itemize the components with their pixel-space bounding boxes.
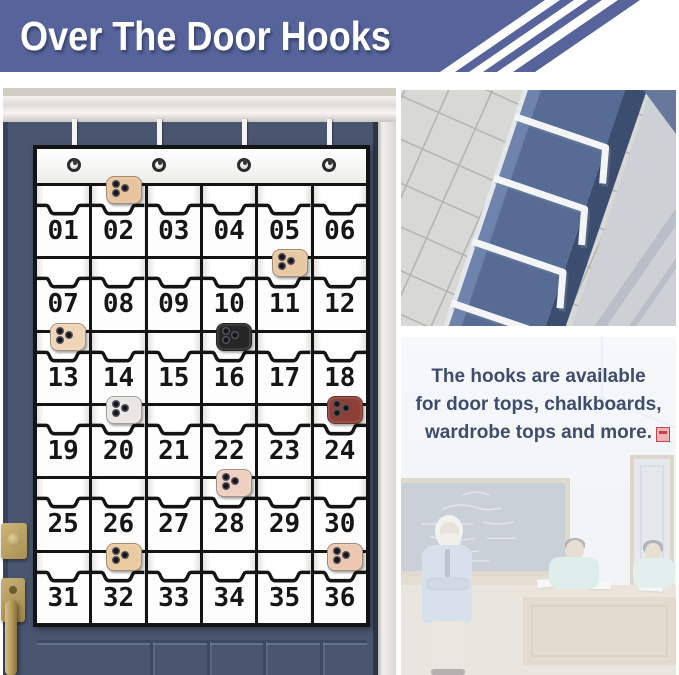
door-frame-right (378, 122, 396, 675)
pocket-number: 19 (47, 436, 79, 466)
pocket-cell (258, 553, 310, 623)
pocket-number: 21 (158, 436, 190, 466)
camera-lens-icon (122, 405, 128, 411)
door-frame-top (3, 96, 396, 122)
pocket-number: 04 (213, 216, 245, 246)
camera-lens-icon (113, 557, 119, 563)
pocket-cell (148, 333, 200, 403)
pocket-cell (203, 406, 255, 476)
camera-lens-icon (223, 328, 229, 334)
hooks-photo (401, 90, 676, 326)
grommet-icon (152, 158, 166, 172)
pocket-number: 30 (324, 509, 356, 540)
pocket-cell (314, 259, 366, 329)
camera-lens-icon (113, 548, 119, 554)
camera-lens-icon (343, 405, 349, 411)
phone (272, 249, 308, 277)
organizer-header (37, 149, 366, 186)
pocket-number: 33 (158, 582, 190, 613)
classroom-photo (401, 337, 676, 675)
pocket-cell (258, 186, 310, 256)
hooks-scene (401, 90, 676, 326)
door-panel-groove (263, 642, 266, 675)
pocket-number: 14 (102, 362, 135, 393)
wall-strip (3, 88, 396, 96)
door-photo (3, 88, 396, 675)
pocket-cell (37, 406, 89, 476)
camera-lens-icon (223, 474, 229, 480)
pocket-number: 24 (324, 436, 356, 466)
door-edge-shadow (373, 122, 378, 675)
camera-lens-icon (122, 552, 128, 558)
camera-lens-icon (279, 263, 285, 269)
camera-lens-icon (223, 337, 229, 343)
page-title: Over The Door Hooks (20, 12, 391, 59)
caption-line-3: wardrobe tops and more. (425, 422, 652, 443)
pocket-number: 31 (47, 582, 79, 613)
pocket-number: 01 (47, 216, 79, 246)
hanging-strap (242, 119, 247, 146)
caption-text (401, 363, 676, 447)
camera-lens-icon (113, 401, 119, 407)
pocket-number: 28 (213, 509, 245, 540)
pocket-cell (148, 186, 200, 256)
pocket-number: 20 (102, 436, 135, 466)
hanging-strap (157, 119, 162, 146)
pocket-number: 36 (324, 582, 356, 613)
deadbolt-lock (1, 523, 27, 559)
grommet-icon (322, 158, 336, 172)
pocket-cell (92, 479, 144, 549)
pocket-number: 15 (158, 362, 190, 393)
phone (327, 543, 363, 571)
pocket-number: 02 (102, 216, 135, 246)
pocket-number: 11 (268, 289, 301, 320)
hanging-strap (327, 119, 332, 146)
pocket-cell (37, 259, 89, 329)
caption-line-1: The hooks are available (431, 366, 646, 387)
pocket-cell (92, 333, 144, 403)
pocket-number: 05 (268, 216, 301, 246)
door-handle (5, 600, 17, 675)
camera-lens-icon (334, 548, 340, 554)
pocket-cell (148, 479, 200, 549)
pocket-cell (314, 479, 366, 549)
pocket-cell (258, 406, 310, 476)
camera-lens-icon (279, 254, 285, 260)
pocket-grid (37, 186, 366, 623)
pocket-cell (203, 553, 255, 623)
pocket-number: 16 (213, 362, 245, 393)
camera-lens-icon (57, 328, 63, 334)
camera-lens-icon (343, 552, 349, 558)
camera-lens-icon (113, 410, 119, 416)
pocket-number: 29 (268, 509, 301, 540)
pocket-number: 08 (102, 289, 135, 320)
camera-lens-icon (223, 483, 229, 489)
pocket-number: 17 (268, 362, 301, 393)
grommet-icon (237, 158, 251, 172)
phone (50, 323, 86, 351)
camera-lens-icon (57, 337, 63, 343)
pocket-number: 32 (102, 582, 135, 613)
door-panel-groove (37, 640, 367, 643)
pocket-cell (37, 186, 89, 256)
phone (216, 469, 252, 497)
pocket-number: 22 (213, 436, 245, 466)
door-panel-groove (150, 642, 153, 675)
camera-lens-icon (334, 410, 340, 416)
pocket-number: 35 (268, 582, 301, 613)
pocket-cell (314, 186, 366, 256)
pocket-cell (203, 259, 255, 329)
pocket-cell (37, 553, 89, 623)
pocket-number: 34 (213, 582, 245, 613)
pocket-number: 25 (47, 509, 79, 540)
pocket-cell (258, 479, 310, 549)
camera-lens-icon (122, 185, 128, 191)
hanging-strap (72, 119, 77, 146)
pocket-number: 07 (47, 289, 79, 320)
pocket-number: 26 (102, 509, 135, 540)
phone (106, 176, 142, 204)
grommet-icon (67, 158, 81, 172)
phone (327, 396, 363, 424)
camera-lens-icon (334, 557, 340, 563)
phone (106, 396, 142, 424)
organizer-panel (33, 145, 370, 627)
pocket-number: 03 (158, 216, 190, 246)
pocket-number: 18 (324, 362, 356, 393)
camera-lens-icon (232, 478, 238, 484)
pocket-cell (37, 479, 89, 549)
caption-line-2: for door tops, chalkboards, (415, 394, 662, 415)
door-panel-groove (320, 642, 323, 675)
pocket-number: 13 (47, 362, 79, 393)
pocket-cell (148, 406, 200, 476)
phone (216, 323, 252, 351)
camera-lens-icon (113, 181, 119, 187)
pocket-number: 27 (158, 509, 190, 540)
pocket-number: 10 (213, 289, 245, 320)
title-banner (0, 0, 679, 72)
camera-lens-icon (288, 258, 294, 264)
pocket-number: 09 (158, 289, 190, 320)
camera-lens-icon (113, 190, 119, 196)
camera-lens-icon (334, 401, 340, 407)
pocket-cell (92, 259, 144, 329)
pocket-number: 23 (268, 436, 301, 466)
pocket-cell (258, 333, 310, 403)
pocket-cell (314, 333, 366, 403)
exit-sign (656, 427, 670, 442)
door-panel-groove (207, 642, 210, 675)
pocket-cell (203, 186, 255, 256)
pocket-number: 06 (324, 216, 356, 246)
camera-lens-icon (232, 332, 238, 338)
phone (106, 543, 142, 571)
pocket-cell (148, 553, 200, 623)
pocket-number: 12 (324, 289, 356, 320)
camera-lens-icon (66, 332, 72, 338)
pocket-cell (148, 259, 200, 329)
